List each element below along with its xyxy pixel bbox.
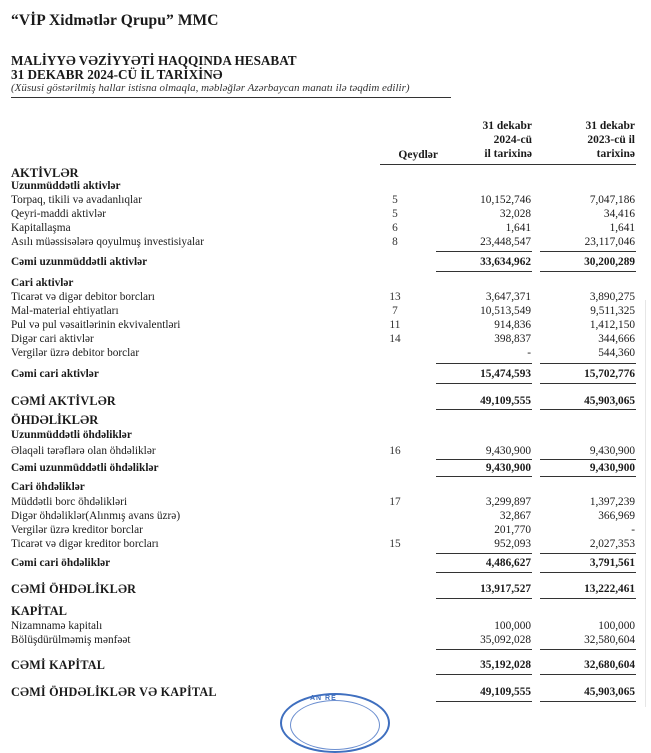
- column-header-2023: [540, 119, 635, 161]
- table-row: [0, 194, 651, 207]
- row-value-2023: 15,702,776: [584, 368, 635, 380]
- subtotal-rule: [540, 649, 636, 650]
- column-header-2024: [440, 119, 532, 161]
- row-value-2024: 35,092,028: [480, 634, 531, 646]
- grand-total-row: [0, 395, 651, 408]
- report-date: 31 DEKABR 2024-CÜ İL TARİXİNƏ: [11, 67, 223, 82]
- row-label: CƏMİ KAPİTAL: [11, 658, 106, 672]
- total-rule: [540, 383, 636, 384]
- row-label: Digər öhdəliklər(Alınmış avans üzrə): [11, 510, 181, 522]
- row-value-2023: 34,416: [603, 208, 635, 220]
- row-value-2024: 49,109,555: [480, 686, 531, 698]
- total-row: [0, 462, 651, 475]
- grand-total-rule: [436, 598, 532, 599]
- row-note: 7: [392, 305, 398, 317]
- total-rule: [436, 271, 532, 272]
- row-value-2023: 544,360: [598, 347, 635, 359]
- row-value-2023: 23,117,046: [584, 236, 635, 248]
- row-note: 15: [389, 538, 401, 550]
- row-value-2023: 9,430,900: [589, 462, 635, 474]
- row-label: Cəmi uzunmüddətli aktivlər: [11, 256, 148, 268]
- subsection-current-assets: [0, 277, 651, 290]
- page-edge: [645, 300, 646, 707]
- row-label: Vergilər üzrə kreditor borclar: [11, 524, 143, 536]
- row-value-2024: -: [527, 347, 531, 359]
- row-label: Əlaqəli tərəflərə olan öhdəliklər: [11, 445, 156, 457]
- total-rule: [540, 271, 636, 272]
- row-value-2023: -: [631, 524, 635, 536]
- subtotal-rule: [436, 459, 532, 460]
- column-header-2023-line2: 2023-cü il: [587, 134, 635, 146]
- row-value-2023: 32,580,604: [584, 634, 635, 646]
- total-rule: [436, 383, 532, 384]
- subtotal-rule: [436, 649, 532, 650]
- grand-total-row: [0, 583, 651, 596]
- table-row: [0, 524, 651, 537]
- table-row: [0, 347, 651, 360]
- row-value-2024: 3,647,371: [485, 291, 531, 303]
- subtotal-rule: [436, 553, 532, 554]
- row-label: Nizamnamə kapitalı: [11, 620, 103, 632]
- table-row: [0, 496, 651, 509]
- subtotal-rule: [436, 363, 532, 364]
- row-value-2023: 100,000: [598, 620, 635, 632]
- column-header-2023-line3: tarixinə: [596, 148, 635, 160]
- row-label: Ticarət və digər debitor borcları: [11, 291, 155, 303]
- row-label: CƏMİ ÖHDƏLİKLƏR: [11, 582, 137, 596]
- row-value-2023: 45,903,065: [584, 395, 635, 407]
- row-value-2024: 914,836: [494, 319, 531, 331]
- table-row: [0, 620, 651, 633]
- row-value-2024: 10,152,746: [480, 194, 531, 206]
- column-header-2024-line2: 2024-cü: [493, 134, 532, 146]
- row-label: Asılı müəssisələrə qoyulmuş investisiyalar: [11, 236, 204, 248]
- row-label: CƏMİ ÖHDƏLİKLƏR VƏ KAPİTAL: [11, 685, 217, 699]
- total-rule: [540, 572, 636, 573]
- row-label: Vergilər üzrə debitor borclar: [11, 347, 140, 359]
- report-title: MALİYYƏ VƏZİYYƏTİ HAQQINDA HESABAT: [11, 53, 297, 68]
- table-row: [0, 510, 651, 523]
- row-value-2024: 35,192,028: [480, 659, 531, 671]
- row-label: Cari aktivlər: [11, 277, 74, 289]
- row-value-2023: 30,200,289: [584, 256, 635, 268]
- total-rule: [436, 476, 532, 477]
- row-value-2024: 201,770: [494, 524, 531, 536]
- row-value-2023: 9,511,325: [590, 305, 635, 317]
- row-label: Cəmi cari aktivlər: [11, 368, 99, 380]
- row-label: Müddətli borc öhdəlikləri: [11, 496, 128, 508]
- row-label: Digər cari aktivlər: [11, 333, 94, 345]
- subsection-current-liabilities: [0, 481, 651, 494]
- row-label: CƏMİ AKTİVLƏR: [11, 394, 116, 408]
- row-note: 11: [389, 319, 401, 331]
- grand-total-rule: [540, 598, 636, 599]
- table-row: [0, 236, 651, 249]
- row-label: Cəmi cari öhdəliklər: [11, 557, 111, 569]
- row-value-2023: 7,047,186: [589, 194, 635, 206]
- grand-total-row: [0, 659, 651, 672]
- row-value-2024: 10,513,549: [480, 305, 531, 317]
- row-note: 14: [389, 333, 401, 345]
- stamp-text: AN RE: [310, 695, 337, 702]
- section-equity: [0, 605, 651, 618]
- subsection-noncurrent-liabilities: [0, 429, 651, 442]
- column-header-2024-line1: 31 dekabr: [482, 120, 532, 132]
- section-assets: [0, 167, 651, 180]
- table-row: [0, 445, 651, 458]
- grand-total-rule: [436, 409, 532, 410]
- total-rule: [540, 674, 636, 675]
- row-label: KAPİTAL: [11, 604, 68, 618]
- table-row: [0, 634, 651, 647]
- row-value-2024: 23,448,547: [480, 236, 531, 248]
- row-note: 16: [389, 445, 401, 457]
- row-note: 5: [392, 208, 398, 220]
- row-value-2023: 13,222,461: [584, 583, 635, 595]
- row-value-2023: 45,903,065: [584, 686, 635, 698]
- row-value-2024: 13,917,527: [480, 583, 531, 595]
- table-row: [0, 538, 651, 551]
- grand-total-rule: [540, 701, 636, 702]
- row-label: Mal-material ehtiyatları: [11, 305, 119, 317]
- column-header-2024-line3: il tarixinə: [484, 148, 532, 160]
- row-value-2024: 9,430,900: [485, 445, 531, 457]
- row-value-2023: 9,430,900: [589, 445, 635, 457]
- row-value-2023: 1,641: [609, 222, 635, 234]
- row-note: 13: [389, 291, 401, 303]
- row-label: ÖHDƏLİKLƏR: [11, 413, 99, 427]
- total-row: [0, 368, 651, 381]
- row-label: Cəmi uzunmüddətli öhdəliklər: [11, 462, 159, 474]
- row-value-2023: 2,027,353: [589, 538, 635, 550]
- subtotal-rule: [540, 251, 636, 252]
- row-label: Torpaq, tikili və avadanlıqlar: [11, 194, 142, 206]
- column-header-notes: Qeydlər: [398, 149, 438, 161]
- row-note: 5: [392, 194, 398, 206]
- row-label: Ticarət və digər kreditor borcları: [11, 538, 159, 550]
- grand-total-rule: [436, 701, 532, 702]
- row-value-2023: 1,397,239: [589, 496, 635, 508]
- row-value-2024: 952,093: [494, 538, 531, 550]
- subtotal-rule: [540, 363, 636, 364]
- row-label: Pul və pul vəsaitlərinin ekvivalentləri: [11, 319, 181, 331]
- section-liabilities: [0, 414, 651, 427]
- table-row: [0, 333, 651, 346]
- total-row: [0, 557, 651, 570]
- row-value-2024: 32,028: [499, 208, 531, 220]
- row-value-2024: 1,641: [505, 222, 531, 234]
- row-value-2024: 4,486,627: [485, 557, 531, 569]
- subtotal-rule: [436, 251, 532, 252]
- row-note: 6: [392, 222, 398, 234]
- row-label: Bölüşdürülməmiş mənfəət: [11, 634, 131, 646]
- table-row: [0, 305, 651, 318]
- grand-total-rule: [540, 409, 636, 410]
- row-label: Uzunmüddətli aktivlər: [11, 180, 121, 192]
- row-value-2023: 366,969: [598, 510, 635, 522]
- total-rule: [436, 674, 532, 675]
- title-divider: [11, 97, 451, 98]
- row-value-2024: 100,000: [494, 620, 531, 632]
- subtotal-rule: [540, 459, 636, 460]
- row-value-2023: 1,412,150: [589, 319, 635, 331]
- row-value-2023: 3,791,561: [589, 557, 635, 569]
- header-divider: [380, 164, 636, 165]
- row-value-2023: 32,680,604: [584, 659, 635, 671]
- row-label: AKTİVLƏR: [11, 166, 79, 180]
- company-stamp-inner-ring: [290, 700, 380, 750]
- currency-note: (Xüsusi göstərilmiş hallar istisna olmaqla, məbləğlər Azərbaycan manatı ilə təqdim edilir): [11, 82, 410, 94]
- row-note: 17: [389, 496, 401, 508]
- row-label: Cari öhdəliklər: [11, 481, 85, 493]
- subsection-noncurrent-assets: [0, 180, 651, 193]
- row-value-2024: 33,634,962: [480, 256, 531, 268]
- column-header-2023-line1: 31 dekabr: [585, 120, 635, 132]
- row-value-2024: 15,474,593: [480, 368, 531, 380]
- row-value-2024: 49,109,555: [480, 395, 531, 407]
- row-note: 8: [392, 236, 398, 248]
- row-value-2024: 398,837: [494, 333, 531, 345]
- row-label: Kapitallaşma: [11, 222, 71, 234]
- total-rule: [540, 476, 636, 477]
- total-rule: [436, 572, 532, 573]
- table-row: [0, 208, 651, 221]
- row-label: Uzunmüddətli öhdəliklər: [11, 429, 132, 441]
- company-name: “VİP Xidmətlər Qrupu” MMC: [11, 12, 219, 29]
- row-value-2024: 9,430,900: [485, 462, 531, 474]
- row-value-2023: 344,666: [598, 333, 635, 345]
- table-row: [0, 291, 651, 304]
- table-row: [0, 319, 651, 332]
- row-value-2024: 3,299,897: [485, 496, 531, 508]
- row-label: Qeyri-maddi aktivlər: [11, 208, 107, 220]
- row-value-2023: 3,890,275: [589, 291, 635, 303]
- total-row: [0, 256, 651, 269]
- subtotal-rule: [540, 553, 636, 554]
- row-value-2024: 32,867: [499, 510, 531, 522]
- table-row: [0, 222, 651, 235]
